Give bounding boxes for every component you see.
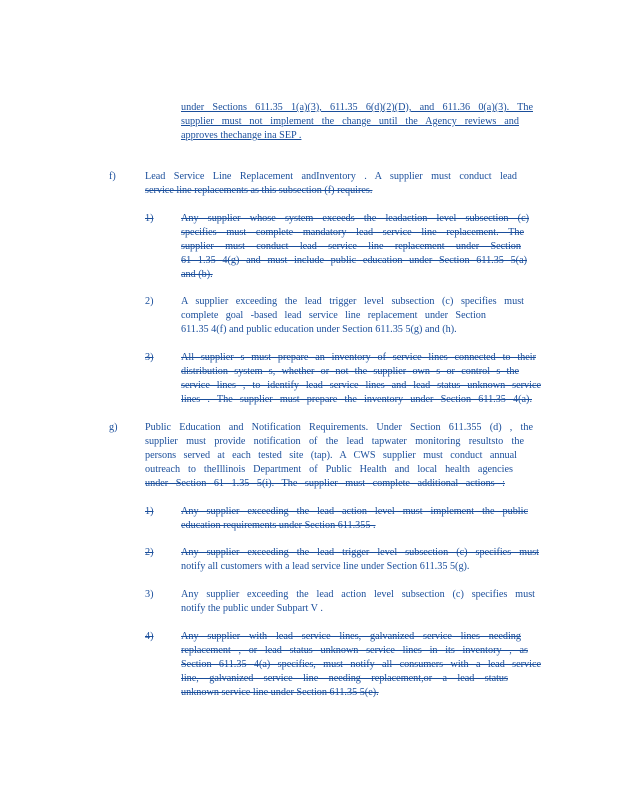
g2-line: notify all customers with a lead service line under Section 611.35 5(g). [181, 561, 470, 572]
f2-line: 611.35 4(f) and public education under Section 611.35 5(g) and (h). [181, 324, 457, 335]
g2-marker: 2) [145, 547, 154, 558]
subsection-g-marker: g) [109, 422, 118, 433]
f1-line: specifies must complete mandatory lead service line replacement. The [181, 227, 524, 238]
g4-line: unknown service line under Section 611.35 5(e). [181, 687, 379, 698]
g4-line: Any supplier with lead service lines, galvanized service lines needing [181, 631, 521, 642]
subsection-g-line: Public Education and Notification Requirements. Under Section 611.355 (d) , the [145, 422, 533, 433]
f3-line: distribution system s, whether or not the supplier own s or control s the [181, 366, 519, 377]
f3-marker: 3) [145, 352, 154, 363]
g1-line: Any supplier exceeding the lead action level must implement the public [181, 506, 528, 517]
subsection-g-line: outreach to theIllinois Department of Public Health and local health agencies [145, 464, 513, 475]
f1-line: Any supplier whose system exceeds the leadaction level subsection (c) [181, 213, 529, 224]
f1-marker: 1) [145, 213, 154, 224]
fragment-line: supplier must not implement the change until the Agency reviews and [181, 116, 519, 127]
f1-line: 61 1.35 4(g) and must include public education under Section 611.35 5(a) [181, 255, 527, 266]
f2-marker: 2) [145, 296, 154, 307]
g4-line: replacement , or lead status unknown service lines in its inventory , as [181, 645, 528, 656]
g2-line: Any supplier exceeding the lead trigger level subsection (c) specifies must [181, 547, 539, 558]
f3-line: All supplier s must prepare an inventory of service lines connected to their [181, 352, 536, 363]
f3-line: service lines , to identify lead service lines and lead status unknown service [181, 380, 541, 391]
f1-line: and (b). [181, 269, 213, 280]
subsection-g-line: supplier must provide notification of the lead tapwater monitoring resultsto the [145, 436, 524, 447]
subsection-f-marker: f) [109, 171, 116, 182]
fragment-line: approves thechange ina SEP . [181, 130, 302, 141]
g3-line: Any supplier exceeding the lead action level subsection (c) specifies must [181, 589, 535, 600]
g1-line: education requirements under Section 611.355 . [181, 520, 376, 531]
subsection-g-line: persons served at each tested site (tap). A CWS supplier must conduct annual [145, 450, 517, 461]
g4-line: line, galvanized service line needing replacement,or a lead status [181, 673, 508, 684]
f1-line: supplier must conduct lead service line replacement under Section [181, 241, 521, 252]
f2-line: A supplier exceeding the lead trigger level subsection (c) specifies must [181, 296, 524, 307]
g4-marker: 4) [145, 631, 154, 642]
g4-line: Section 611.35 4(a) specifies, must notify all consumers with a lead service [181, 659, 541, 670]
f2-line: complete goal -based lead service line replacement under Section [181, 310, 486, 321]
g3-line: notify the public under Subpart V . [181, 603, 323, 614]
f3-line: lines . The supplier must prepare the inventory under Section 611.35 4(a). [181, 394, 532, 405]
subsection-f-line: Lead Service Line Replacement andInventory . A supplier must conduct lead [145, 171, 517, 182]
subsection-g-line: under Section 61 1.35 5(i). The supplier must complete additional actions : [145, 478, 505, 489]
g3-marker: 3) [145, 589, 154, 600]
subsection-f-line: service line replacements as this subsection (f) requires. [145, 185, 373, 196]
fragment-line: under Sections 611.35 1(a)(3), 611.35 6(d)(2)(D), and 611.36 0(a)(3). The [181, 102, 533, 113]
g1-marker: 1) [145, 506, 154, 517]
